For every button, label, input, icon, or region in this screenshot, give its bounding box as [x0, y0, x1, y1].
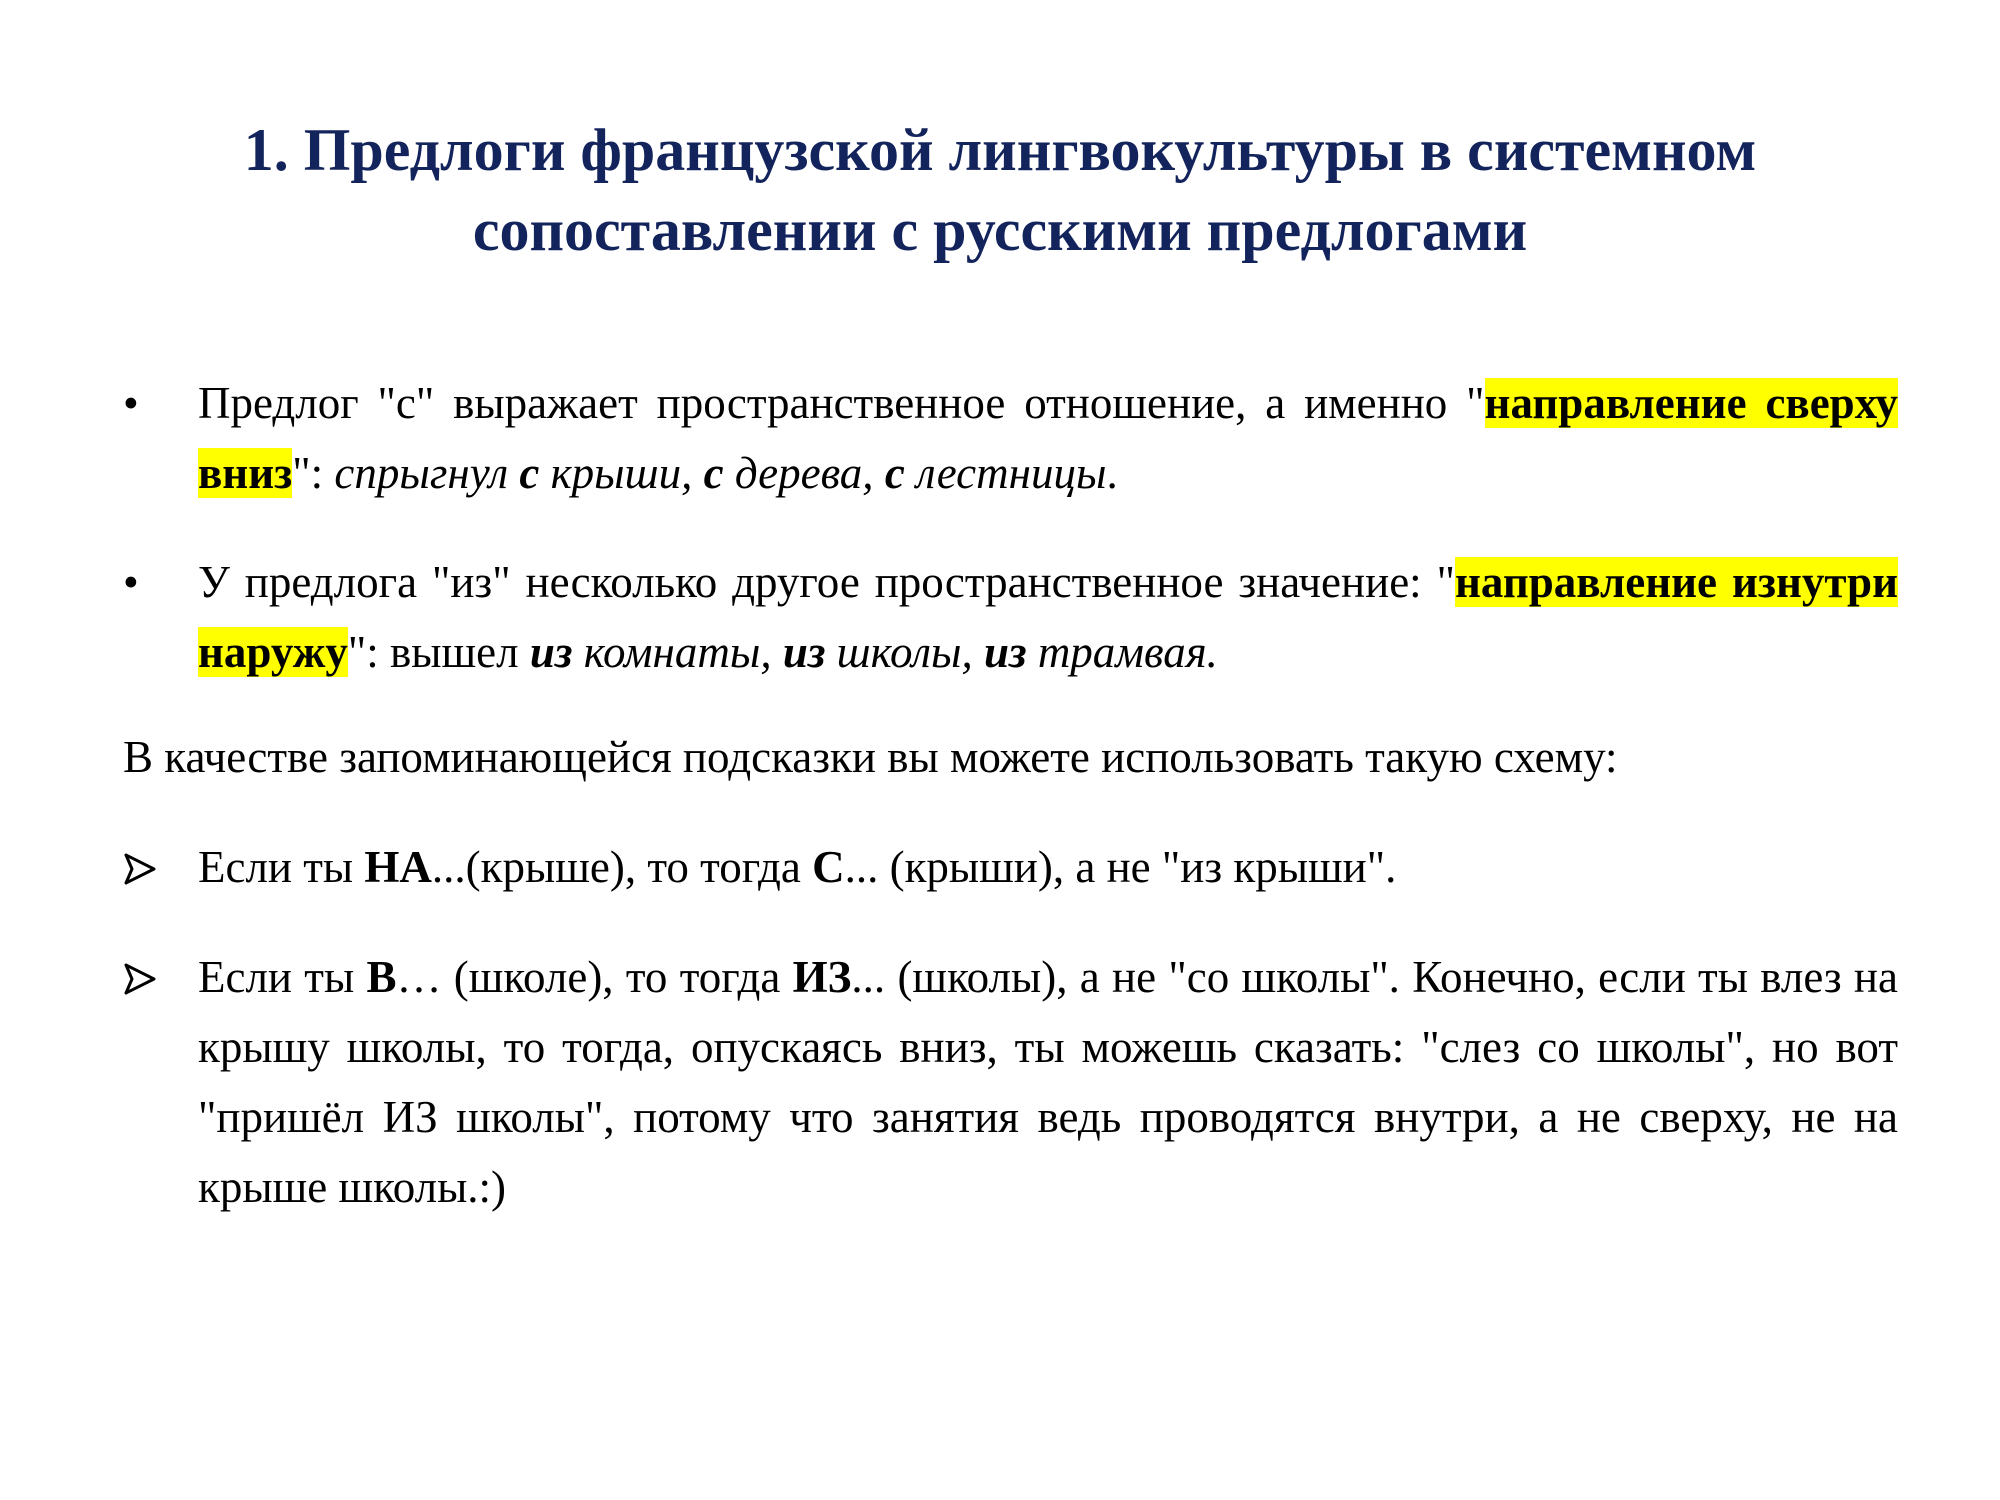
bullet-2-text-b: ": вышел [347, 627, 530, 677]
bullet-marker: • [123, 557, 139, 607]
arrow-2-text-b: … (школе), то тогда [396, 952, 793, 1002]
bullet-1-prep-3: с [884, 448, 905, 498]
arrow-2-text-c: ... (школы), а не "со школы". Конечно, если ты влез на крышу школы, то тогда, опускаясь вниз, ты можешь сказать: "слез со школы", но вот "пришёл ИЗ школы", потому что занятия ведь проводятся внутри, а не сверху, не на крыше школы.:) [198, 952, 1898, 1212]
bullet-item-1 [123, 368, 1903, 508]
arrow-1-bold-a: НА [364, 842, 432, 892]
arrow-2-text [198, 942, 1898, 1222]
bullet-marker: • [123, 378, 139, 428]
arrow-marker [123, 832, 173, 902]
bullet-1-example-3: дерева, [723, 448, 885, 498]
arrow-right-icon [123, 852, 157, 886]
bullet-text [198, 547, 1898, 687]
bullet-2-prep-2: из [782, 627, 826, 677]
bullet-2-prep-3: из [983, 627, 1027, 677]
hint-paragraph: В качестве запоминающейся подсказки вы можете использовать такую схему: [123, 732, 1618, 782]
bullet-1-prep-1: с [519, 448, 540, 498]
arrow-1-text-b: ...(крыше), то тогда [431, 842, 813, 892]
slide-title [100, 110, 1900, 270]
title-line-2: сопоставлении с русскими предлогами [472, 197, 1528, 263]
arrow-1-bold-b: С [812, 842, 845, 892]
bullet-item-2 [123, 547, 1903, 687]
arrow-right-icon [123, 962, 157, 996]
bullet-2-prep-1: из [529, 627, 573, 677]
arrow-1-text [198, 832, 1898, 902]
bullet-1-prep-2: с [703, 448, 724, 498]
arrow-2-bold-a: В [366, 952, 397, 1002]
arrow-item-2 [123, 942, 1903, 1222]
arrow-1-text-a: Если ты [198, 842, 365, 892]
arrow-1-text-c: ... (крыши), а не "из крыши". [844, 842, 1397, 892]
arrow-2-text-a: Если ты [198, 952, 367, 1002]
bullet-1-example-1: спрыгнул [334, 448, 520, 498]
title-line-1: 1. Предлоги французской лингвокультуры в системном [243, 117, 1757, 183]
arrow-marker [123, 942, 173, 1012]
bullet-1-highlight: направление сверху вниз [198, 378, 1898, 498]
bullet-2-example-2: школы, [825, 627, 984, 677]
arrow-2-bold-b: ИЗ [792, 952, 852, 1002]
bullet-1-example-end: лестницы [904, 448, 1107, 498]
bullet-1-text-a: Предлог "с" выражает пространственное отношение, а именно " [198, 378, 1485, 428]
bullet-2-text-a: У предлога "из" несколько другое пространственное значение: " [198, 557, 1455, 607]
bullet-text [198, 368, 1898, 508]
bullet-2-highlight: направление изнутри наружу [198, 557, 1899, 677]
arrow-item-1 [123, 832, 1903, 902]
bullet-2-example-1: комнаты, [572, 627, 783, 677]
bullet-1-text-b: ": [292, 448, 335, 498]
bullet-1-period: . [1106, 448, 1118, 498]
bullet-2-example-3: трамвая. [1026, 627, 1218, 677]
bullet-1-example-2: крыши, [539, 448, 704, 498]
